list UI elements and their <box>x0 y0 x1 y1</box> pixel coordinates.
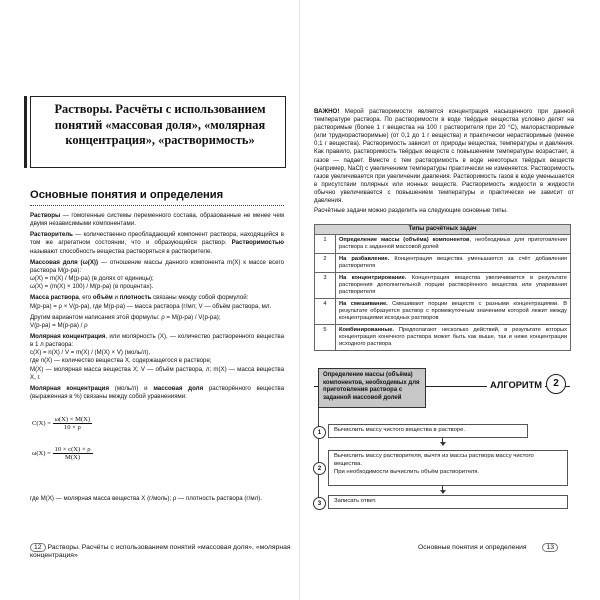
formula-molar-concentration: C(X) = $\frac{\omega(X) \times M(X)}{10 \times \rho}$ <box>32 416 91 431</box>
intro-text: Расчётные задачи можно разделить на следующие основные типы. <box>314 207 508 215</box>
flow-arrow-down-icon <box>440 490 446 494</box>
paragraph: Растворы — гомогенные системы переменного состава, образованные не менее чем двумя независимыми компонентами. <box>30 212 284 228</box>
formula-line: ω(X) = (m(X) × 100) / M(р-ра) (в процентах). <box>30 283 154 291</box>
formula-line: c(X) = n(X) / V = m(X) / (M(X) × V) (моль/л), <box>30 349 151 357</box>
right-footer <box>418 543 558 552</box>
algorithm-number: 2 <box>546 374 566 394</box>
step-2-text-a: Вычислить массу растворителя, вычтя из массы раствора массу чистого вещества. <box>334 453 534 467</box>
paragraph: где n(X) — количество вещества X, содержащегося в растворе; <box>30 357 212 365</box>
right-body <box>314 108 574 217</box>
table-header: Типы расчётных задач <box>315 225 571 235</box>
running-title: Основные понятия и определения <box>418 544 527 551</box>
running-title: Растворы. Расчёты с использованием понятий «массовая доля», «молярная концентрация» <box>30 544 291 559</box>
formula-line: M(р-ра) = ρ × V(р-ра), где M(р-ра) — масса раствора (г/мл; V — объём раствора, мл. <box>30 302 272 310</box>
task-types-table <box>314 224 571 351</box>
left-footer <box>30 543 300 559</box>
step-number-3: 3 <box>313 497 326 510</box>
chapter-title: Растворы. Расчёты с использованием понятий «массовая доля», «молярная концентрация», «растворимость» <box>54 102 266 147</box>
paragraph: Масса раствора, его объём и плотность связаны между собой формулой: <box>30 294 249 302</box>
step-3-box: Записать ответ. <box>328 495 568 509</box>
formula-mass-fraction: ω(X) = $\frac{10 \times c(X) \times \rho}{M(X)}$ <box>32 446 91 461</box>
paragraph: где M(X) — молярная масса вещества X (г/моль); ρ — плотность раствора (г/мл). <box>30 495 262 502</box>
paragraph: Растворитель — количественно преобладающий компонент раствора, находящийся в том же агрегатном состоянии, что и образующийся раствор. Растворимостью называют способность вещества растворяться в растворителе. <box>30 231 284 255</box>
table-row: 1 Определение массы (объёма) компонентов, необходимых для приготовления раствора с заданной массовой долей <box>315 235 571 254</box>
step-number-2: 2 <box>313 462 326 475</box>
algorithm-flow-line <box>318 408 319 500</box>
table-row: 5 Комбинированные. Предполагают несколько действий, в результате которых концентрация конечного раствора может быть как выше, так и ниже концентрации исходного раствора <box>315 325 571 351</box>
paragraph: M(X) — молярная масса вещества X; V — объём раствора, л; m(X) — масса вещества X, г. <box>30 365 284 381</box>
page-number: 13 <box>542 543 558 552</box>
section-heading: Основные понятия и определения <box>30 189 224 201</box>
algorithm-title: АЛГОРИТМ <box>487 380 545 390</box>
left-body-end <box>30 495 284 506</box>
paragraph: Молярная концентрация (моль/л) и массовая доля растворённого вещества (выраженная в %) связаны между собой уравнениями: <box>30 384 284 400</box>
table-row: 3 На концентрирование. Концентрация вещества увеличивается в результате растворения дополнительной порции растворённого вещества или упаривания растворителя <box>315 273 571 299</box>
paragraph: Массовая доля (ω(X)) — отношение массы данного компонента m(X) к массе всего раствора M(р-ра): <box>30 258 285 274</box>
important-note: ВАЖНО! Мерой растворимости является концентрация насыщенного при данной температуре раствора. По растворимости в воде твёрдые вещества условно делят на растворимые (более 1 г вещества на 100 г растворителя при 20 °С), малорастворимые (или труднорастворимые) (от 0,1 до 1 г вещества) и практически нерастворимые (менее 0,1 г вещества). Растворимость зависит от природы вещества, температуры и давления. Как правило, растворимость твёрдых веществ с повышением температуры возрастает, а газов — падает. Вместе с тем растворимость в воде некоторых твёрдых веществ (например, NaCl) с увеличением температуры практически не изменяется. Растворимость газов увеличивается при увеличении давления. Растворимость газов в воде уменьшается в присутствии полярных или ионных веществ. Растворимость жидкости в жидкости обычно увеличивается с повышением температуры и практически не зависит от давления. <box>314 108 574 205</box>
paragraph: Другим вариантом написания этой формулы: ρ = M(р-ра) / V(р-ра); <box>30 313 221 321</box>
step-2-box <box>328 450 568 486</box>
title-box-decoration <box>24 96 33 168</box>
formula-line: ω(X) = m(X) / M(р-ра) (в долях от единицы); <box>30 275 154 283</box>
page-number: 12 <box>30 543 46 552</box>
table-row: 4 На смешивание. Смешивают порции веществ с разными концентрациями. В результате образуется раствор с промежуточным значением которой лежит между концентрациями исходных растворов <box>315 299 571 325</box>
left-body <box>30 212 284 404</box>
algorithm-caption: Определение массы (объёма) компонентов, необходимых для приготовления раствора с заданной массовой долей <box>318 368 426 408</box>
table-row: 2 На разбавление. Концентрация вещества уменьшается за счёт добавления растворителя <box>315 254 571 273</box>
formula-line: V(р-ра) = M(р-ра) / ρ <box>30 321 88 329</box>
paragraph: Молярная концентрация, или молярность (X), — количество растворенного вещества в 1 л раствора: <box>30 333 285 349</box>
step-number-1: 1 <box>313 426 326 439</box>
step-1-box: Вычислить массу чистого вещества в растворе. <box>328 424 528 438</box>
step-2-text-b: При необходимости вычислить объём растворителя. <box>334 469 480 476</box>
section-divider <box>30 205 284 206</box>
flow-arrow-down-icon <box>440 442 446 446</box>
chapter-title-box <box>30 96 286 168</box>
